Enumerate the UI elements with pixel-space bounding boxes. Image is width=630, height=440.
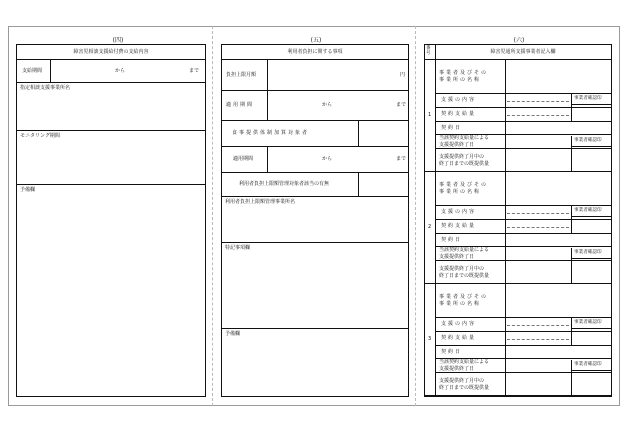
field-label-line1: 支援提供終了月中の bbox=[439, 265, 485, 272]
mgmt-office-label: 利用者負担上限額管理事業所名 bbox=[225, 199, 296, 205]
provider-row[interactable] bbox=[17, 83, 205, 131]
field-label: 契約支給量 bbox=[441, 335, 477, 341]
monitoring-label: モニタリング期間 bbox=[20, 133, 60, 139]
stamp-cell[interactable] bbox=[571, 136, 611, 172]
field-label-line1: 当該契約支給量による bbox=[439, 359, 490, 365]
field-label-line2: 終了日までの既提供量 bbox=[439, 272, 490, 279]
field-label-line2: 支援提供終了日 bbox=[439, 142, 475, 148]
section-header-4: (四) bbox=[112, 37, 124, 44]
field-label-line2: 支援提供終了日 bbox=[439, 366, 475, 372]
stamp-label bbox=[572, 248, 611, 259]
field-label-line1: 事業者及びその bbox=[439, 70, 489, 76]
special-notes-row[interactable] bbox=[222, 243, 408, 329]
meal-label: 食事提供体制加算対象者 bbox=[232, 130, 310, 136]
block-number: 2 bbox=[428, 224, 432, 230]
field-label: 契約日 bbox=[441, 348, 463, 355]
stamp-label bbox=[572, 94, 611, 105]
section-header-5: (五) bbox=[310, 37, 322, 44]
field-label-line2: 事業所の名称 bbox=[439, 301, 482, 307]
block-number: 1 bbox=[428, 112, 432, 118]
period-label: 支給期間 bbox=[22, 68, 43, 74]
field-label-line2: 終了日までの既提供量 bbox=[439, 160, 490, 167]
field-label: 支援の内容 bbox=[441, 209, 477, 215]
stamp-cell[interactable] bbox=[571, 206, 611, 234]
panel4-title-row bbox=[17, 45, 205, 60]
field-label: 契約支給量 bbox=[441, 223, 477, 229]
period-from: から bbox=[115, 68, 126, 74]
field-label: 契約支給量 bbox=[441, 111, 477, 117]
block-field-row[interactable] bbox=[435, 122, 611, 135]
provider-label: 指定相談支援事業所名 bbox=[20, 85, 71, 91]
field-label-line2: 事業所の名称 bbox=[439, 77, 482, 83]
field-label-line1: 当該契約支給量による bbox=[439, 247, 490, 253]
fold-line-right bbox=[415, 26, 416, 406]
stamp-label-text: 事業者確認印 bbox=[574, 250, 602, 255]
field-label-line1: 事業者及びその bbox=[439, 182, 489, 188]
apply-period-row[interactable] bbox=[222, 91, 408, 121]
yen-unit: 円 bbox=[400, 72, 406, 78]
provider-block bbox=[425, 284, 611, 396]
field-label-line2: 終了日までの既提供量 bbox=[439, 384, 490, 391]
provider-block bbox=[425, 172, 611, 284]
apply-from2: から bbox=[322, 156, 333, 162]
stamp-cell[interactable] bbox=[571, 248, 611, 284]
stamp-label bbox=[572, 360, 611, 371]
stamp-label bbox=[572, 318, 611, 329]
field-label-line2: 支援提供終了日 bbox=[439, 254, 475, 260]
field-label-line2: 事業所の名称 bbox=[439, 189, 482, 195]
stamp-cell[interactable] bbox=[571, 360, 611, 396]
block-field-row[interactable] bbox=[435, 60, 611, 94]
stamp-label-text: 事業者確認印 bbox=[574, 208, 602, 213]
field-label-line1: 支援提供終了月中の bbox=[439, 153, 485, 160]
user-burden-panel bbox=[221, 44, 409, 397]
stamp-label-text: 事業者確認印 bbox=[574, 138, 602, 143]
panel5-title: 利用者負担に関する事項 bbox=[287, 49, 343, 55]
stamp-label bbox=[572, 136, 611, 147]
fold-line-left bbox=[212, 26, 213, 406]
stamp-cell[interactable] bbox=[571, 318, 611, 346]
panel6-title-row bbox=[425, 45, 611, 60]
block-field-row[interactable] bbox=[435, 172, 611, 206]
apply-from: から bbox=[322, 102, 333, 108]
apply-to2: まで bbox=[396, 156, 407, 162]
panel6-title: 障害児通所支援事業者記入欄 bbox=[490, 49, 556, 55]
panel5-title-row bbox=[222, 45, 408, 60]
block-field-row[interactable] bbox=[435, 234, 611, 247]
block-field-row[interactable] bbox=[435, 284, 611, 318]
apply-period2-label: 適用期間 bbox=[233, 156, 254, 162]
apply-to: まで bbox=[396, 102, 407, 108]
provider-entry-panel bbox=[424, 44, 612, 397]
stamp-label-text: 事業者確認印 bbox=[574, 96, 602, 101]
provider-block bbox=[425, 60, 611, 172]
col-number-label: 番号 bbox=[426, 46, 431, 56]
block-number: 3 bbox=[428, 336, 432, 342]
block-field-row[interactable] bbox=[435, 346, 611, 359]
field-label: 支援の内容 bbox=[441, 321, 477, 327]
field-label: 支援の内容 bbox=[441, 97, 477, 103]
period-to: まで bbox=[189, 68, 200, 74]
section-header-6: (六) bbox=[513, 37, 525, 44]
panel4-title: 障害児相談支援給付費の支給内容 bbox=[73, 49, 149, 55]
mgmt-target-label: 利用者負担上限額管理対象者該当の有無 bbox=[239, 181, 330, 187]
stamp-label-text: 事業者確認印 bbox=[574, 320, 602, 325]
special-notes-label: 特記事項欄 bbox=[225, 245, 251, 251]
apply-period2-row[interactable] bbox=[222, 147, 408, 173]
stamp-label bbox=[572, 206, 611, 217]
field-label: 契約日 bbox=[441, 124, 463, 131]
apply-period-label: 適用期間 bbox=[226, 102, 255, 108]
meal-row[interactable] bbox=[222, 121, 408, 147]
mgmt-target-row[interactable] bbox=[222, 173, 408, 197]
field-label-line1: 当該契約支給量による bbox=[439, 135, 490, 141]
panel4-notes-label: 予備欄 bbox=[20, 187, 36, 193]
monitoring-row[interactable] bbox=[17, 131, 205, 185]
stamp-cell[interactable] bbox=[571, 94, 611, 122]
field-label-line1: 支援提供終了月中の bbox=[439, 377, 485, 384]
monthly-cap-row[interactable] bbox=[222, 60, 408, 91]
mgmt-office-row[interactable] bbox=[222, 197, 408, 243]
stamp-label-text: 事業者確認印 bbox=[574, 362, 602, 367]
monthly-cap-label: 負担上限月額 bbox=[226, 72, 257, 78]
benefit-content-panel bbox=[16, 44, 206, 397]
field-label: 契約日 bbox=[441, 236, 463, 243]
panel5-notes-label: 予備欄 bbox=[225, 331, 241, 337]
period-row bbox=[17, 60, 205, 83]
field-label-line1: 事業者及びその bbox=[439, 294, 489, 300]
